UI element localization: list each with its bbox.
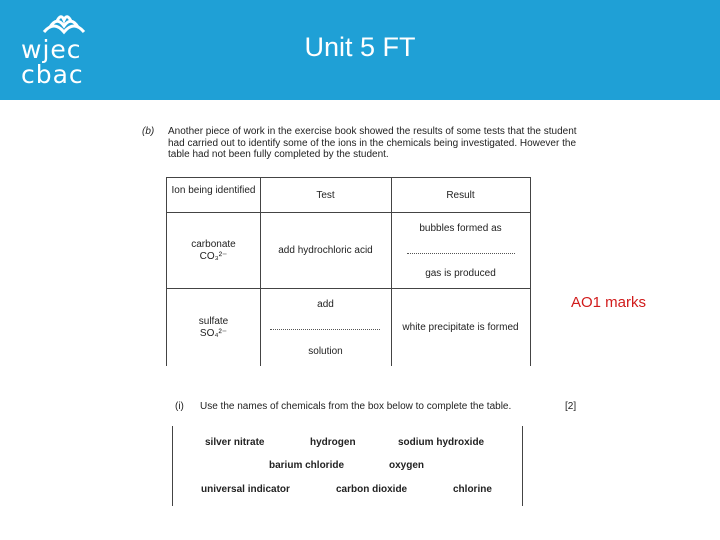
- header-result: Result: [446, 190, 475, 201]
- header-test: Test: [316, 190, 335, 201]
- logo-text-bottom: cbac: [21, 60, 84, 89]
- chemical-name: barium chloride: [269, 460, 345, 471]
- logo-text-top: wjec: [21, 35, 82, 64]
- formula-carbonate: CO₃²⁻: [199, 251, 228, 262]
- wjec-logo: [18, 12, 108, 88]
- header-ion: Ion being identified: [171, 185, 256, 196]
- formula-sulfate: SO₄²⁻: [199, 328, 228, 339]
- chemical-name: silver nitrate: [205, 437, 265, 448]
- result-sulfate: white precipitate is formed: [402, 322, 519, 333]
- chemical-name: oxygen: [389, 460, 425, 471]
- test-sulfate-bottom: solution: [308, 346, 343, 357]
- question-label: (b): [142, 126, 155, 137]
- ao1-marks-annotation: AO1 marks: [571, 294, 647, 311]
- test-carbonate: add hydrochloric acid: [278, 245, 373, 256]
- part-i-marks: [2]: [565, 401, 577, 412]
- chemical-name: chlorine: [453, 484, 492, 495]
- answer-blank: [407, 253, 515, 254]
- book-icon: [40, 12, 88, 36]
- chemical-name: carbon dioxide: [336, 484, 408, 495]
- chemical-name: universal indicator: [201, 484, 290, 495]
- ion-carbonate: carbonate: [191, 239, 236, 250]
- question-text: Another piece of work in the exercise book showed the results of some tests that the student had carried out to identify some of the ions in the chemicals being investigated. However the table had not been fully completed by the student.: [168, 126, 577, 160]
- answer-blank: [270, 329, 380, 330]
- result-carbonate-bottom: gas is produced: [425, 268, 496, 279]
- test-sulfate-top: add: [317, 299, 334, 310]
- part-i-text: Use the names of chemicals from the box below to complete the table.: [200, 401, 512, 412]
- ion-sulfate: sulfate: [198, 316, 229, 327]
- chemical-name: hydrogen: [310, 437, 356, 448]
- chemicals-box: [172, 426, 523, 506]
- part-i-label: (i): [175, 401, 184, 412]
- chemical-name: sodium hydroxide: [398, 437, 485, 448]
- result-carbonate-top: bubbles formed as: [419, 223, 502, 234]
- slide-title: Unit 5 FT: [304, 32, 416, 62]
- results-table: [166, 177, 531, 366]
- header-banner: [0, 0, 720, 100]
